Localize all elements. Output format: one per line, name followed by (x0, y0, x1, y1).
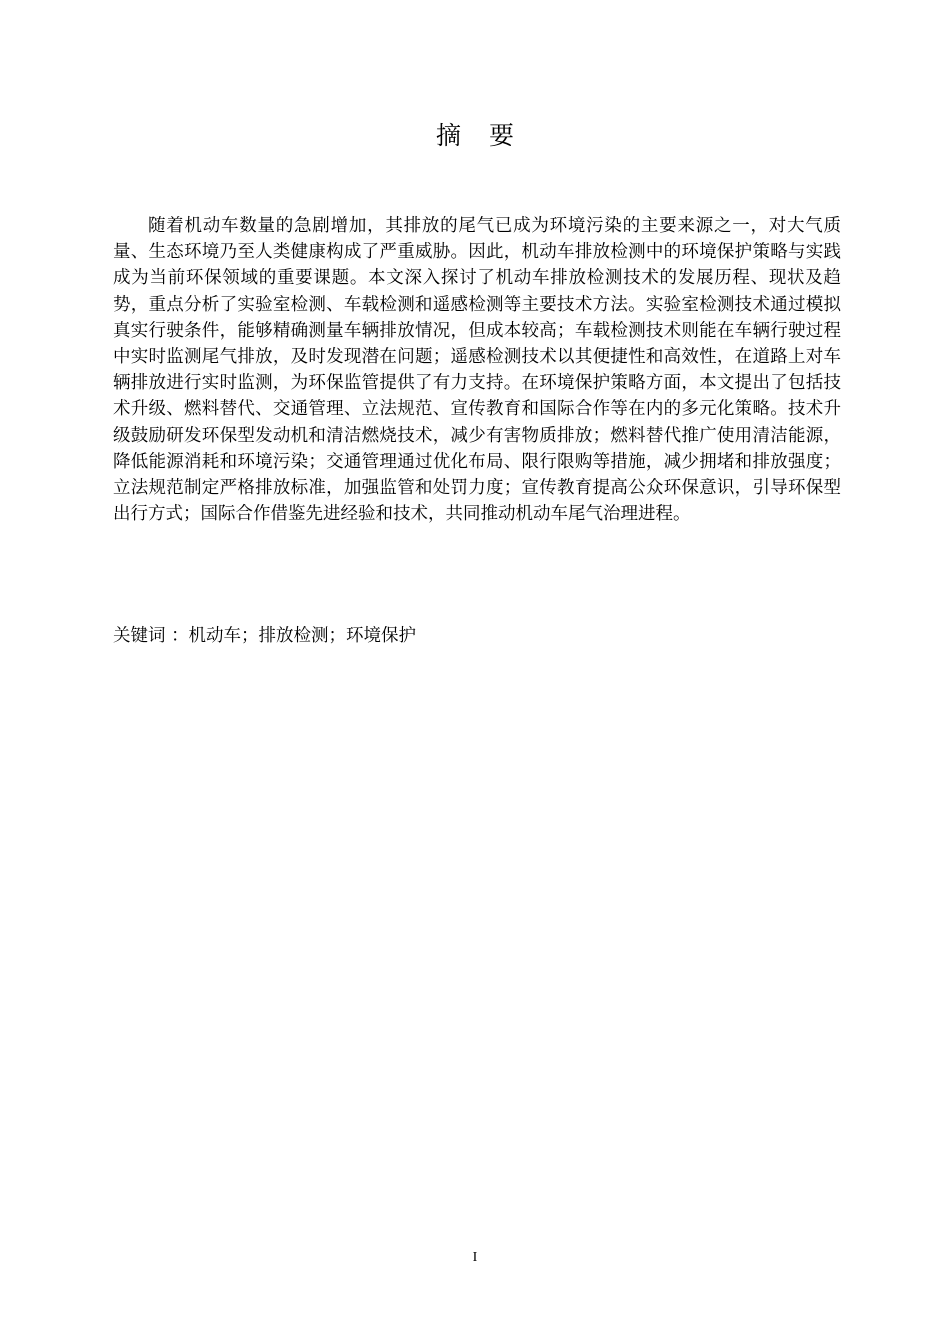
abstract-body: 随着机动车数量的急剧增加，其排放的尾气已成为环境污染的主要来源之一，对大气质量、生态环境乃至人类健康构成了严重威胁。因此，机动车排放检测中的环境保护策略与实践成为当前环保领域的重要课题。本文深入探讨了机动车排放检测技术的发展历程、现状及趋势，重点分析了实验室检测、车载检测和遥感检测等主要技术方法。实验室检测技术通过模拟真实行驶条件，能够精确测量车辆排放情况，但成本较高；车载检测技术则能在车辆行驶过程中实时监测尾气排放，及时发现潜在问题；遥感检测技术以其便捷性和高效性，在道路上对车辆排放进行实时监测，为环保监管提供了有力支持。在环境保护策略方面，本文提出了包括技术升级、燃料替代、交通管理、立法规范、宣传教育和国际合作等在内的多元化策略。技术升级鼓励研发环保型发动机和清洁燃烧技术，减少有害物质排放；燃料替代推广使用清洁能源，降低能源消耗和环境污染；交通管理通过优化布局、限行限购等措施，减少拥堵和排放强度；立法规范制定严格排放标准，加强监管和处罚力度；宣传教育提高公众环保意识，引导环保型出行方式；国际合作借鉴先进经验和技术，共同推动机动车尾气治理进程。 (113, 216, 841, 525)
page-number: I (472, 1250, 478, 1265)
keywords-line: 关键词 ：机动车；排放检测；环境保护 (113, 626, 417, 646)
page-title: 摘 要 (436, 121, 524, 150)
